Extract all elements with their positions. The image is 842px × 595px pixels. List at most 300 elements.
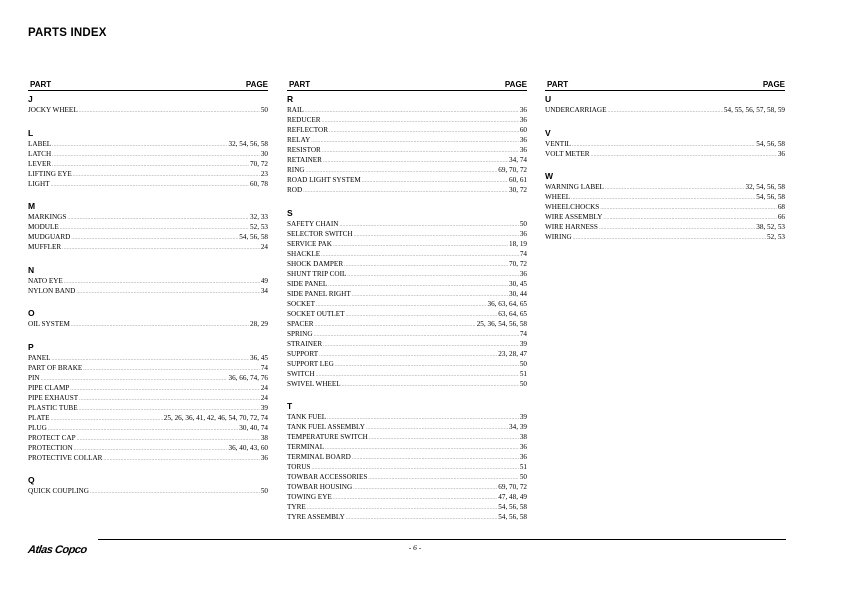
section-letter: O — [28, 308, 35, 318]
part-name: NYLON BAND — [28, 286, 76, 295]
page-refs: 51 — [519, 463, 527, 471]
part-name: SIDE PANEL RIGHT — [287, 289, 351, 298]
dot-leader — [73, 169, 260, 179]
page-refs: 47, 48, 49 — [498, 493, 527, 501]
page-refs: 49 — [260, 276, 268, 285]
part-name: LATCH — [28, 149, 52, 158]
index-entry — [545, 149, 785, 159]
page-refs: 36 — [519, 443, 527, 451]
index-section — [28, 475, 268, 496]
page-refs: 54, 56, 58 — [498, 503, 527, 511]
page-refs: 52, 53 — [767, 233, 785, 241]
part-header: PART — [547, 80, 569, 89]
index-entry — [287, 472, 527, 482]
page-refs: 36 — [519, 106, 527, 114]
index-entry — [287, 422, 527, 432]
page-refs: 54, 55, 56, 57, 58, 59 — [723, 106, 785, 114]
footer-divider — [98, 539, 786, 540]
index-entry — [545, 182, 785, 192]
dot-leader — [572, 139, 755, 149]
section-list — [287, 94, 527, 522]
index-section — [545, 94, 785, 115]
dot-leader — [52, 139, 227, 149]
index-entry — [545, 192, 785, 202]
page-refs: 25, 36, 54, 56, 58 — [476, 319, 527, 328]
page-refs: 32, 54, 56, 58 — [745, 183, 785, 191]
dot-leader — [79, 393, 260, 403]
dot-leader — [70, 383, 259, 393]
dot-leader — [311, 462, 518, 472]
dot-leader — [64, 276, 260, 286]
page-refs: 38, 52, 53 — [756, 223, 785, 231]
page-refs: 60 — [519, 126, 527, 134]
page-refs: 30, 45 — [509, 279, 527, 288]
dot-leader — [316, 299, 487, 309]
part-name: RESISTOR — [287, 146, 321, 154]
part-name: LIFTING EYE — [28, 169, 72, 178]
page-refs: 36, 45 — [250, 353, 268, 362]
part-name: PROTECTION — [28, 443, 73, 452]
page-header: PAGE — [762, 80, 785, 89]
part-name: MUFFLER — [28, 243, 62, 251]
index-section — [28, 308, 268, 329]
index-entry — [28, 363, 268, 373]
part-name: LEVER — [28, 159, 52, 168]
part-name: SIDE PANEL — [287, 279, 328, 288]
index-entry — [287, 259, 527, 269]
part-name: WIRE ASSEMBLY — [545, 213, 603, 221]
page-refs: 70, 72 — [250, 159, 268, 168]
dot-leader — [306, 165, 498, 175]
part-name: MODULE — [28, 223, 59, 231]
page-refs: 60, 61 — [509, 176, 527, 184]
dot-leader — [346, 512, 497, 522]
section-letter: U — [545, 94, 552, 104]
part-name: WARNING LABEL — [545, 183, 604, 191]
dot-leader — [51, 413, 163, 423]
page-header: PAGE — [504, 80, 527, 89]
part-name: TOWBAR ACCESSORIES — [287, 473, 368, 481]
part-name: TOWBAR HOUSING — [287, 483, 353, 491]
index-entry — [287, 299, 527, 309]
part-name: REFLECTOR — [287, 126, 329, 134]
index-section — [28, 342, 268, 463]
dot-leader — [327, 412, 519, 422]
index-entry — [545, 139, 785, 149]
part-name: PIPE CLAMP — [28, 383, 70, 392]
index-entry — [287, 349, 527, 359]
dot-leader — [76, 286, 259, 296]
index-entry — [545, 212, 785, 222]
page-refs: 28, 29 — [250, 320, 268, 328]
index-entry — [287, 175, 527, 185]
page-refs: 36 — [260, 453, 268, 462]
page-refs: 36, 66, 74, 76 — [228, 373, 268, 382]
index-entry — [28, 453, 268, 463]
index-entry — [28, 276, 268, 286]
dot-leader — [333, 239, 508, 249]
part-header: PART — [289, 80, 311, 89]
page-refs: 39 — [519, 413, 527, 421]
part-name: LIGHT — [28, 179, 50, 188]
index-entry — [287, 359, 527, 369]
dot-leader — [353, 482, 497, 492]
dot-leader — [41, 373, 228, 383]
dot-leader — [591, 149, 777, 159]
index-entry — [28, 242, 268, 252]
index-entry — [287, 512, 527, 522]
section-letter: L — [28, 127, 34, 138]
index-entry — [545, 232, 785, 242]
part-name: STRAINER — [287, 339, 323, 348]
dot-leader — [322, 145, 519, 155]
dot-leader — [335, 359, 519, 369]
page-refs: 23, 28, 47 — [498, 349, 527, 358]
part-name: RING — [287, 166, 305, 174]
index-entry — [28, 319, 268, 329]
part-name: PLASTIC TUBE — [28, 403, 78, 412]
dot-leader — [603, 212, 776, 222]
index-entry — [287, 339, 527, 349]
part-name: SAFETY CHAIN — [287, 219, 339, 228]
part-name: UNDERCARRIAGE — [545, 106, 607, 114]
dot-leader — [51, 179, 249, 189]
index-entry — [28, 443, 268, 453]
index-entry — [287, 185, 527, 195]
part-name: WIRE HARNESS — [545, 223, 598, 231]
page-refs: 32, 54, 56, 58 — [228, 139, 268, 148]
part-name: WHEEL — [545, 193, 571, 201]
index-entry — [287, 105, 527, 115]
index-entry — [28, 232, 268, 242]
page-refs: 66 — [777, 213, 785, 221]
index-entry — [28, 403, 268, 413]
index-entry — [28, 413, 268, 423]
part-name: RELAY — [287, 136, 311, 144]
part-name: MUDGUARD — [28, 233, 71, 241]
index-entry — [287, 165, 527, 175]
index-entry — [287, 432, 527, 442]
section-letter: V — [545, 127, 551, 138]
section-list — [28, 94, 268, 496]
part-name: TOWING EYE — [287, 493, 332, 501]
index-entry — [287, 502, 527, 512]
index-entry — [287, 379, 527, 389]
index-entry — [28, 486, 268, 496]
index-entry — [28, 105, 268, 115]
index-entry — [287, 269, 527, 279]
dot-leader — [52, 159, 249, 169]
part-name: PIPE EXHAUST — [28, 393, 79, 402]
dot-leader — [314, 329, 519, 339]
index-entry — [287, 229, 527, 239]
page-refs: 74 — [260, 363, 268, 372]
section-letter: P — [28, 341, 34, 352]
part-name: TANK FUEL ASSEMBLY — [287, 423, 365, 431]
index-entry — [28, 212, 268, 222]
dot-leader — [347, 269, 518, 279]
page-refs: 69, 70, 72 — [498, 166, 527, 174]
section-letter: N — [28, 264, 35, 275]
index-section — [545, 128, 785, 159]
index-entry — [28, 169, 268, 179]
dot-leader — [599, 222, 755, 232]
dot-leader — [605, 182, 745, 192]
part-name: OIL SYSTEM — [28, 320, 70, 328]
index-entry — [28, 423, 268, 433]
part-name: ROAD LIGHT SYSTEM — [287, 176, 361, 184]
part-name: VOLT METER — [545, 149, 590, 158]
section-letter: T — [287, 401, 293, 411]
part-name: JOCKY WHEEL — [28, 106, 78, 114]
part-name: MARKINGS — [28, 213, 67, 221]
part-name: RAIL — [287, 106, 304, 114]
column-header — [545, 80, 785, 91]
dot-leader — [354, 229, 519, 239]
dot-leader — [90, 486, 260, 496]
part-name: PROTECTIVE COLLAR — [28, 453, 103, 462]
index-entry — [287, 319, 527, 329]
dot-leader — [83, 363, 260, 373]
page-number: - 6 - — [408, 543, 422, 552]
part-name: TERMINAL BOARD — [287, 453, 351, 461]
index-entry — [287, 309, 527, 319]
page-refs: 24 — [260, 383, 268, 392]
page-refs: 54, 56, 58 — [756, 139, 785, 148]
part-name: TYRE ASSEMBLY — [287, 513, 345, 521]
page-refs: 30, 72 — [509, 186, 527, 194]
part-name: SPRING — [287, 329, 313, 338]
page-refs: 39 — [260, 403, 268, 412]
part-name: TYRE — [287, 503, 306, 511]
dot-leader — [329, 125, 519, 135]
part-name: VENTIL — [545, 139, 571, 148]
index-entry — [287, 239, 527, 249]
part-name: PLATE — [28, 413, 50, 422]
part-name: PROTECT CAP — [28, 433, 76, 442]
index-entry — [287, 462, 527, 472]
dot-leader — [62, 242, 260, 252]
dot-leader — [571, 192, 755, 202]
page-refs: 36, 40, 43, 60 — [228, 443, 268, 452]
dot-leader — [79, 105, 260, 115]
section-letter: Q — [28, 475, 35, 485]
index-entry — [287, 145, 527, 155]
page-refs: 38 — [260, 433, 268, 442]
index-entry — [287, 452, 527, 462]
index-entry — [28, 383, 268, 393]
page-refs: 25, 26, 36, 41, 42, 46, 54, 70, 72, 74 — [163, 413, 268, 422]
part-name: TEMPERATURE SWITCH — [287, 433, 368, 441]
page-refs: 70, 72 — [509, 259, 527, 268]
dot-leader — [573, 232, 766, 242]
part-name: SPACER — [287, 319, 314, 328]
dot-leader — [352, 452, 519, 462]
index-entry — [28, 373, 268, 383]
page-title: PARTS INDEX — [28, 27, 107, 39]
page-refs: 63, 64, 65 — [498, 309, 527, 318]
page-refs: 36 — [519, 146, 527, 154]
index-entry — [28, 433, 268, 443]
part-name: SHACKLE — [287, 249, 321, 258]
page-refs: 36 — [777, 149, 785, 158]
page-refs: 50 — [519, 473, 527, 481]
dot-leader — [352, 289, 508, 299]
dot-leader — [608, 105, 723, 115]
section-letter: R — [287, 94, 294, 104]
index-entry — [28, 179, 268, 189]
dot-leader — [77, 433, 260, 443]
part-name: SUPPORT LEG — [287, 359, 334, 368]
part-name: PLUG — [28, 423, 47, 432]
index-entry — [287, 412, 527, 422]
page-refs: 50 — [519, 219, 527, 228]
part-name: WHEELCHOCKS — [545, 203, 600, 211]
page-refs: 51 — [519, 369, 527, 378]
part-name: LABEL — [28, 139, 52, 148]
part-name: TANK FUEL — [287, 413, 327, 421]
page-refs: 23 — [260, 169, 268, 178]
page-refs: 32, 33 — [250, 213, 268, 221]
index-section — [28, 265, 268, 296]
index-entry — [28, 139, 268, 149]
dot-leader — [303, 185, 508, 195]
section-letter: M — [28, 201, 36, 211]
part-name: QUICK COUPLING — [28, 487, 89, 495]
page-refs: 34, 39 — [509, 423, 527, 431]
index-entry — [287, 115, 527, 125]
dot-leader — [323, 339, 519, 349]
dot-leader — [74, 443, 228, 453]
page-refs: 54, 56, 58 — [756, 193, 785, 201]
page-refs: 69, 70, 72 — [498, 483, 527, 491]
page-refs: 30, 40, 74 — [239, 423, 268, 432]
page-refs: 38 — [519, 433, 527, 441]
section-letter: J — [28, 94, 33, 104]
index-entry — [287, 289, 527, 299]
part-name: SERVICE PAK — [287, 239, 332, 248]
page-refs: 39 — [519, 339, 527, 348]
part-name: NATO EYE — [28, 276, 63, 285]
page-refs: 74 — [519, 249, 527, 258]
index-entry — [545, 222, 785, 232]
index-entry — [287, 492, 527, 502]
part-name: SELECTOR SWITCH — [287, 229, 353, 238]
part-name: SOCKET OUTLET — [287, 309, 345, 318]
section-list — [545, 94, 785, 242]
part-name: WIRING — [545, 233, 572, 241]
index-section — [287, 94, 527, 195]
page-refs: 18, 19 — [509, 239, 527, 248]
index-entry — [545, 105, 785, 115]
index-section — [287, 401, 527, 522]
page-refs: 54, 56, 58 — [498, 513, 527, 521]
page-refs: 36 — [519, 453, 527, 461]
page-refs: 36 — [519, 269, 527, 278]
part-name: SWIVEL WHEEL — [287, 379, 341, 388]
page-refs: 36, 63, 64, 65 — [487, 299, 527, 308]
dot-leader — [79, 403, 260, 413]
page-refs: 34 — [260, 286, 268, 295]
part-name: REDUCER — [287, 116, 321, 124]
index-entry — [287, 249, 527, 259]
dot-leader — [333, 492, 497, 502]
dot-leader — [307, 502, 497, 512]
dot-leader — [52, 353, 250, 363]
index-section — [287, 208, 527, 389]
index-entry — [28, 149, 268, 159]
index-section — [545, 171, 785, 242]
section-letter: W — [545, 171, 554, 181]
page-refs: 60, 78 — [250, 179, 268, 188]
page-refs: 50 — [519, 379, 527, 388]
dot-leader — [52, 149, 260, 159]
dot-leader — [368, 472, 518, 482]
page-refs: 24 — [260, 393, 268, 402]
dot-leader — [339, 219, 518, 229]
page-refs: 30, 44 — [509, 289, 527, 298]
dot-leader — [305, 105, 519, 115]
brand-logo: Atlas Copco — [27, 544, 88, 556]
index-entry — [287, 219, 527, 229]
dot-leader — [71, 319, 249, 329]
dot-leader — [315, 319, 476, 329]
page-refs: 30 — [260, 149, 268, 158]
dot-leader — [103, 453, 259, 463]
part-name: PANEL — [28, 353, 51, 362]
column-header — [287, 80, 527, 91]
index-entry — [28, 222, 268, 232]
dot-leader — [316, 369, 519, 379]
part-name: SWITCH — [287, 369, 315, 378]
dot-leader — [60, 222, 249, 232]
page-refs: 50 — [519, 359, 527, 368]
part-name: ROD — [287, 186, 303, 194]
index-entry — [287, 125, 527, 135]
part-name: SUPPORT — [287, 349, 319, 358]
page-refs: 50 — [260, 106, 268, 114]
index-entry — [287, 155, 527, 165]
dot-leader — [362, 175, 508, 185]
index-entry — [287, 279, 527, 289]
dot-leader — [366, 422, 508, 432]
part-name: TERMINAL — [287, 443, 325, 451]
dot-leader — [322, 115, 519, 125]
part-header: PART — [30, 80, 52, 89]
index-section — [28, 201, 268, 252]
dot-leader — [600, 202, 777, 212]
dot-leader — [325, 442, 519, 452]
part-name: PIN — [28, 373, 40, 382]
dot-leader — [71, 232, 238, 242]
column-header — [28, 80, 268, 91]
index-column-2 — [287, 80, 527, 535]
index-section — [28, 128, 268, 189]
part-name: SHOCK DAMPER — [287, 259, 344, 268]
index-section — [28, 94, 268, 115]
dot-leader — [67, 212, 249, 222]
index-entry — [28, 353, 268, 363]
page-refs: 34, 74 — [509, 156, 527, 164]
page-refs: 52, 53 — [250, 223, 268, 231]
part-name: SHUNT TRIP COIL — [287, 269, 347, 278]
dot-leader — [319, 349, 497, 359]
dot-leader — [321, 249, 519, 259]
dot-leader — [344, 259, 508, 269]
page-refs: 36 — [519, 229, 527, 238]
page-refs: 68 — [777, 203, 785, 211]
index-entry — [287, 482, 527, 492]
